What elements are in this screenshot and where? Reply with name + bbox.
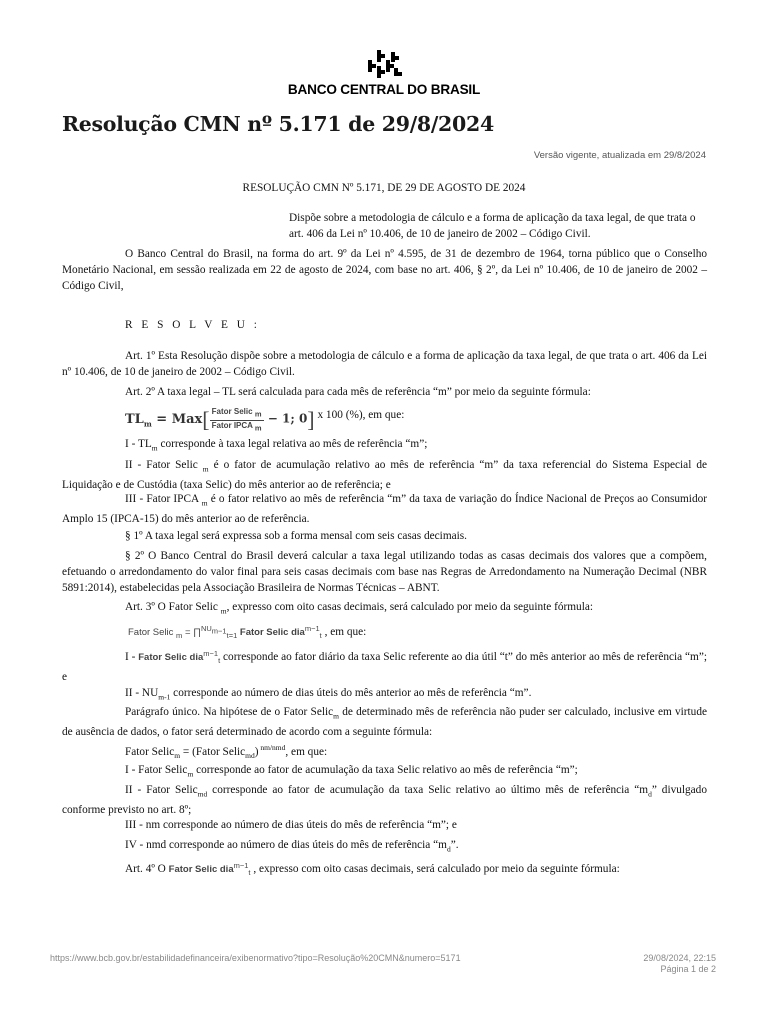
paragraph-2: § 2º O Banco Central do Brasil deverá calcular a taxa legal utilizando todas as casas decimais dos valores que a compõem, efetuando o arredondamento do valor final para seis casas decimais com base nas Regras de Arredondamento na Numeração Decimal (NBR 5891:2014), estabelecidas pela Associação Brasileira de Normas Técnicas – ABNT.	[62, 550, 707, 595]
sole-paragraph: Parágrafo único. Na hipótese de o Fator Selic$_m$ de determinado mês de referência não puder ser calculado, inclusive em virtude de ausência de dados, o fator será determinado de acordo com a seguinte fórmula:	[62, 706, 707, 739]
sole-paragraph-item-ii: II - Fator Selic$_{md}$ corresponde ao fator de acumulação da taxa Selic relativo ao último mês de referência “$m_d$” divulgado conforme previsto no art. 8º;	[62, 784, 707, 817]
article-1: Art. 1º Esta Resolução dispõe sobre a metodologia de cálculo e a forma de aplicação da taxa legal, de que trata o art. 406 da Lei nº 10.406, de 10 de janeiro de 2002 – Código Civil.	[62, 350, 707, 379]
article-3: Art. 3º O Fator Selic $_m$, expresso com oito casas decimais, será calculado por meio da seguinte fórmula:	[125, 601, 593, 616]
article-3-item-ii: II - $NU_{m-1}$ corresponde ao número de dias úteis do mês anterior ao mês de referência “m”.	[125, 687, 532, 702]
resolve-heading: R E S O L V E U :	[125, 319, 260, 331]
bcb-logo-icon	[364, 48, 404, 80]
article-3-item-i: I - Fator Selic dia$^{m-1}_t$ corresponde ao fator diário da taxa Selic referente ao dia útil “t” do mês anterior ao mês de referência “m”; e	[62, 649, 707, 684]
article-2-item-ii: II - Fator Selic $_m$ é o fator de acumulação relativo ao mês de referência “m” da taxa referencial do Sistema Especial de Liquidação e de Custódia (taxa Selic) do mês anterior ao de referência; e	[62, 459, 707, 492]
footer-url: https://www.bcb.gov.br/estabilidadefinanceira/exibenormativo?tipo=Resolução%20CMN&numero=5171	[50, 953, 461, 963]
formula-fator-selic-fallback: Fator Selic$_m$ = (Fator Selic$_{md}$) $^{nm/nmd}$, em que:	[125, 743, 328, 761]
ementa: Dispõe sobre a metodologia de cálculo e a forma de aplicação da taxa legal, de que trata o art. 406 da Lei nº 10.406, de 10 de janeiro de 2002 – Código Civil.	[289, 212, 696, 240]
preamble: O Banco Central do Brasil, na forma do art. 9º da Lei nº 4.595, de 31 de dezembro de 1964, torna público que o Conselho Monetário Nacional, em sessão realizada em 22 de agosto de 2024, com base no art. 406, § 2º, da Lei nº 10.406, de 10 de janeiro de 2002 – Código Civil,	[62, 248, 707, 293]
document-title: Resolução CMN nº 5.171 de 29/8/2024	[62, 112, 494, 136]
sole-paragraph-item-iv: IV - nmd corresponde ao número de dias úteis do mês de referência “$m_d$”.	[125, 839, 459, 854]
version-note: Versão vigente, atualizada em 29/8/2024	[533, 150, 706, 161]
paragraph-1: § 1º A taxa legal será expressa sob a forma mensal com seis casas decimais.	[125, 530, 467, 542]
article-2-item-i: I - $TL_m$ corresponde à taxa legal relativa ao mês de referência “m”;	[125, 438, 428, 453]
bcb-logo	[282, 48, 486, 97]
footer-page-number: Página 1 de 2	[660, 964, 716, 974]
sole-paragraph-item-i: I - Fator Selic$_m$ corresponde ao fator de acumulação da taxa Selic relativo ao mês de referência “m”;	[125, 764, 578, 779]
sole-paragraph-item-iii: III - nm corresponde ao número de dias úteis do mês de referência “m”; e	[125, 819, 457, 831]
formula-taxa-legal: $TL_m = Max$[ $\frac{Fator Selic _m}{Fator IPCA _m}$ − 1; 0] x 100 (%), em que:	[125, 406, 405, 433]
article-4: Art. 4º O Fator Selic dia$^{m-1}_t$ , expresso com oito casas decimais, será calculado por meio da seguinte fórmula:	[125, 861, 620, 878]
article-2: Art. 2º A taxa legal – TL será calculada para cada mês de referência “m” por meio da seguinte fórmula:	[125, 386, 591, 398]
article-2-item-iii: III - Fator IPCA $_m$ é o fator relativo ao mês de referência “m” da taxa de variação do Índice Nacional de Preços ao Consumidor Amplo 15 (IPCA-15) do mês anterior ao de referência.	[62, 493, 708, 526]
resolution-heading: RESOLUÇÃO CMN Nº 5.171, DE 29 DE AGOSTO DE 2024	[242, 182, 526, 194]
institution-name: BANCO CENTRAL DO BRASIL	[287, 82, 481, 97]
footer-datetime: 29/08/2024, 22:15	[643, 953, 716, 963]
formula-fator-selic: Fator Selic $_m$ = ∏$^{NU_{m-1}}_{t=1}$ Fator Selic dia$^{m-1}_t$ , em que:	[128, 624, 367, 641]
footer-meta	[643, 953, 716, 975]
